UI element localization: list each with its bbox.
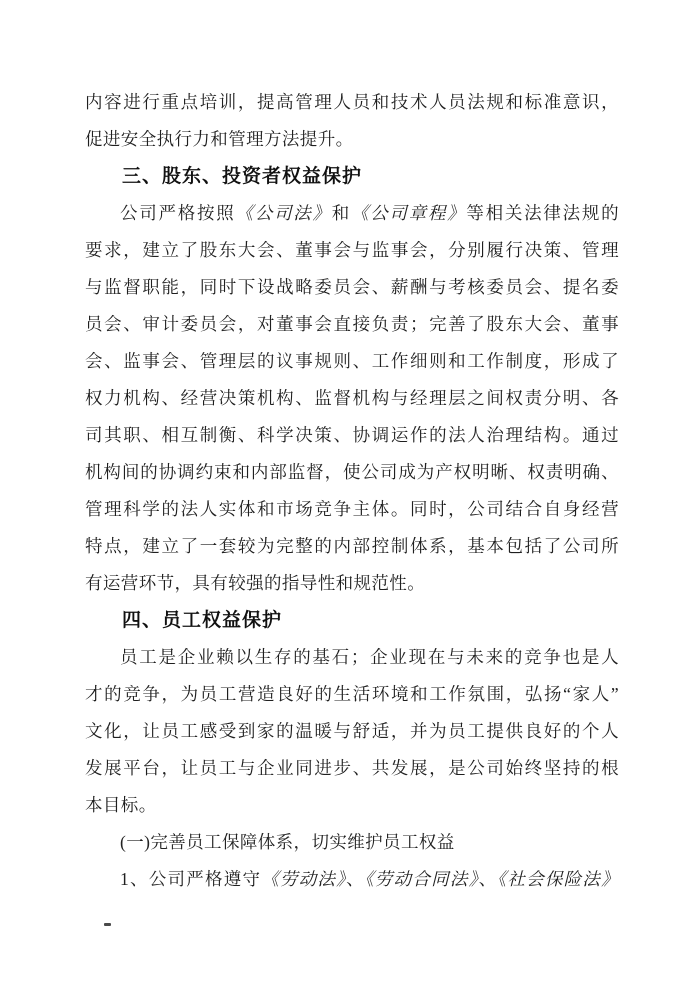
text-segment: 三、股东、投资者权益保护	[122, 166, 363, 187]
line-training-continuation-1	[85, 84, 619, 121]
para-governance-line-9	[85, 491, 619, 528]
para-governance-line-6	[85, 380, 619, 417]
text-segment: 和	[331, 203, 351, 223]
text-segment: 文化，让员工感受到家的温暖与舒适，并为员工提供良好的个人	[85, 721, 619, 741]
text-segment: 权力机构、经营决策机构、监督机构与经理层之间权责分明、各	[85, 388, 619, 408]
law-title: 《社会保险法》	[497, 869, 619, 889]
para-governance-line-7	[85, 417, 619, 454]
text-segment: 特点，建立了一套较为完整的内部控制体系，基本包括了公司所	[85, 536, 619, 556]
para-governance-line-11	[85, 565, 619, 602]
para-employee-line-1	[85, 639, 619, 676]
para-governance-line-5	[85, 343, 619, 380]
line-training-continuation-2	[85, 121, 619, 158]
para-governance-line-8	[85, 454, 619, 491]
text-segment: 、	[478, 869, 498, 889]
text-segment: 公司严格按照	[120, 203, 236, 223]
text-segment: 内容进行重点培训，提高管理人员和技术人员法规和标准意识，	[85, 92, 619, 112]
para-governance-line-3	[85, 269, 619, 306]
para-governance-line-1	[85, 195, 619, 232]
para-governance-line-4	[85, 306, 619, 343]
text-segment: 有运营环节，具有较强的指导性和规范性。	[85, 573, 426, 593]
para-employee-line-3	[85, 713, 619, 750]
para-employee-line-5	[85, 787, 619, 824]
text-segment: 机构间的协调约束和内部监督，使公司成为产权明晰、权责明确、	[85, 462, 619, 482]
text-segment: 会、监事会、管理层的议事规则、工作细则和工作制度，形成了	[85, 351, 619, 371]
document-page	[85, 84, 619, 898]
text-segment: 发展平台，让员工与企业同进步、共发展，是公司始终坚持的根	[85, 758, 619, 778]
para-governance-line-2	[85, 232, 619, 269]
text-segment: 促进安全执行力和管理方法提升。	[85, 129, 354, 149]
para-governance-line-10	[85, 528, 619, 565]
line-labor-laws	[85, 861, 619, 898]
text-segment: 1、公司严格遵守	[120, 869, 262, 889]
text-segment: 与监督职能，同时下设战略委员会、薪酬与考核委员会、提名委	[85, 277, 619, 297]
law-title: 《劳动法》	[261, 869, 347, 889]
heading-shareholder-investor-rights	[85, 158, 619, 195]
subheading-employee-guarantee-system	[85, 824, 619, 861]
text-segment: 管理科学的法人实体和市场竞争主体。同时，公司结合自身经营	[85, 499, 619, 519]
text-segment: 等相关法律法规的	[466, 203, 620, 223]
text-segment: 要求，建立了股东大会、董事会与监事会，分别履行决策、管理	[85, 240, 619, 260]
law-title: 《劳动合同法》	[364, 869, 479, 889]
stray-mark	[104, 923, 111, 926]
text-segment: 四、员工权益保护	[122, 610, 283, 631]
text-segment: 、	[346, 869, 365, 889]
para-employee-line-4	[85, 750, 619, 787]
text-segment: 本目标。	[85, 795, 157, 815]
text-segment: 司其职、相互制衡、科学决策、协调运作的法人治理结构。通过	[85, 425, 619, 445]
text-segment: 才的竞争，为员工营造良好的生活环境和工作氛围，弘扬“家人”	[85, 684, 619, 704]
text-segment: 员工是企业赖以生存的基石；企业现在与未来的竞争也是人	[120, 647, 619, 667]
law-title: 《公司法》	[235, 203, 332, 223]
law-title: 《公司章程》	[350, 203, 467, 223]
text-segment: 员会、审计委员会，对董事会直接负责；完善了股东大会、董事	[85, 314, 619, 334]
para-employee-line-2	[85, 676, 619, 713]
heading-employee-rights	[85, 602, 619, 639]
text-segment: (一)完善员工保障体系，切实维护员工权益	[120, 832, 455, 852]
